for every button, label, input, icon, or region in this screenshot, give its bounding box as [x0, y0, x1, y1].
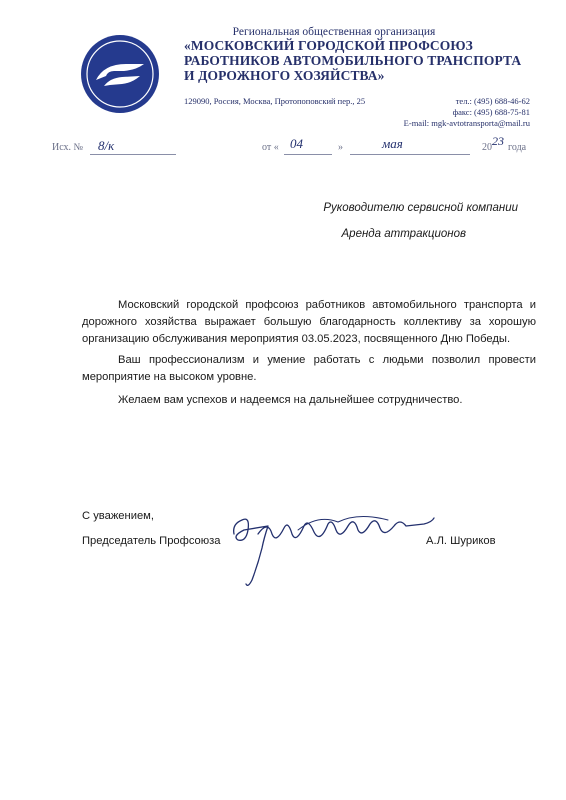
- recipient-block: [258, 202, 518, 254]
- contact-block: [184, 96, 530, 129]
- recipient-line-2: Аренда аттракционов: [341, 228, 466, 240]
- body-paragraph-3: Желаем вам успехов и надеемся на дальнейшее сотрудничество.: [118, 394, 463, 406]
- letter-body: [82, 297, 536, 413]
- ref-year-prefix: 20: [482, 142, 492, 153]
- org-subtitle: Региональная общественная организация: [232, 26, 436, 38]
- org-name-line-1: «МОСКОВСКИЙ ГОРОДСКОЙ ПРОФСОЮЗ: [184, 38, 473, 53]
- ref-date-from-label: от «: [262, 142, 279, 153]
- ref-year-suffix: 23: [492, 134, 504, 148]
- ref-year-label: года: [508, 142, 527, 153]
- body-paragraph-2: Ваш профессионализм и умение работать с людьми позволил провести мероприятие на высоком уровне.: [82, 354, 536, 383]
- org-name-line-2: РАБОТНИКОВ АВТОМОБИЛЬНОГО ТРАНСПОРТА: [184, 53, 522, 68]
- ref-number: 8/к: [98, 138, 115, 153]
- fax: факс: (495) 688-75-81: [452, 107, 530, 117]
- email: E-mail: mgk-avtotransporta@mail.ru: [403, 118, 530, 128]
- address: 129090, Россия, Москва, Протопоповский пер., 25: [184, 96, 366, 106]
- ref-quote-close: »: [338, 142, 343, 153]
- ref-day-underline: [284, 154, 332, 155]
- org-name-line-3: И ДОРОЖНОГО ХОЗЯЙСТВА»: [184, 68, 385, 83]
- ref-number-underline: [90, 154, 176, 155]
- ref-month: мая: [382, 136, 403, 151]
- signer-name: А.Л. Шуриков: [426, 535, 496, 547]
- ref-day: 04: [290, 136, 303, 151]
- ref-number-label: Исх. №: [52, 142, 84, 153]
- body-paragraph-1: Московский городской профсоюз работников автомобильного транспорта и дорожного хозяйства выражает большую благодарность коллективу за хорошую организацию обслуживания мероприятия 03.05.2023, посвященного Дню Победы.: [82, 299, 536, 345]
- recipient-line-1: Руководителю сервисной компании: [323, 202, 518, 214]
- org-name: [184, 38, 544, 83]
- handwritten-signature-icon: [228, 504, 440, 594]
- organization-header: [184, 26, 544, 83]
- closing-regards: С уважением,: [82, 510, 154, 522]
- signer-position: Председатель Профсоюза: [82, 535, 221, 547]
- phone: тел.: (495) 688-46-62: [455, 96, 530, 106]
- union-logo-icon: [80, 34, 160, 114]
- ref-month-underline: [350, 154, 470, 155]
- reference-line: [52, 134, 532, 160]
